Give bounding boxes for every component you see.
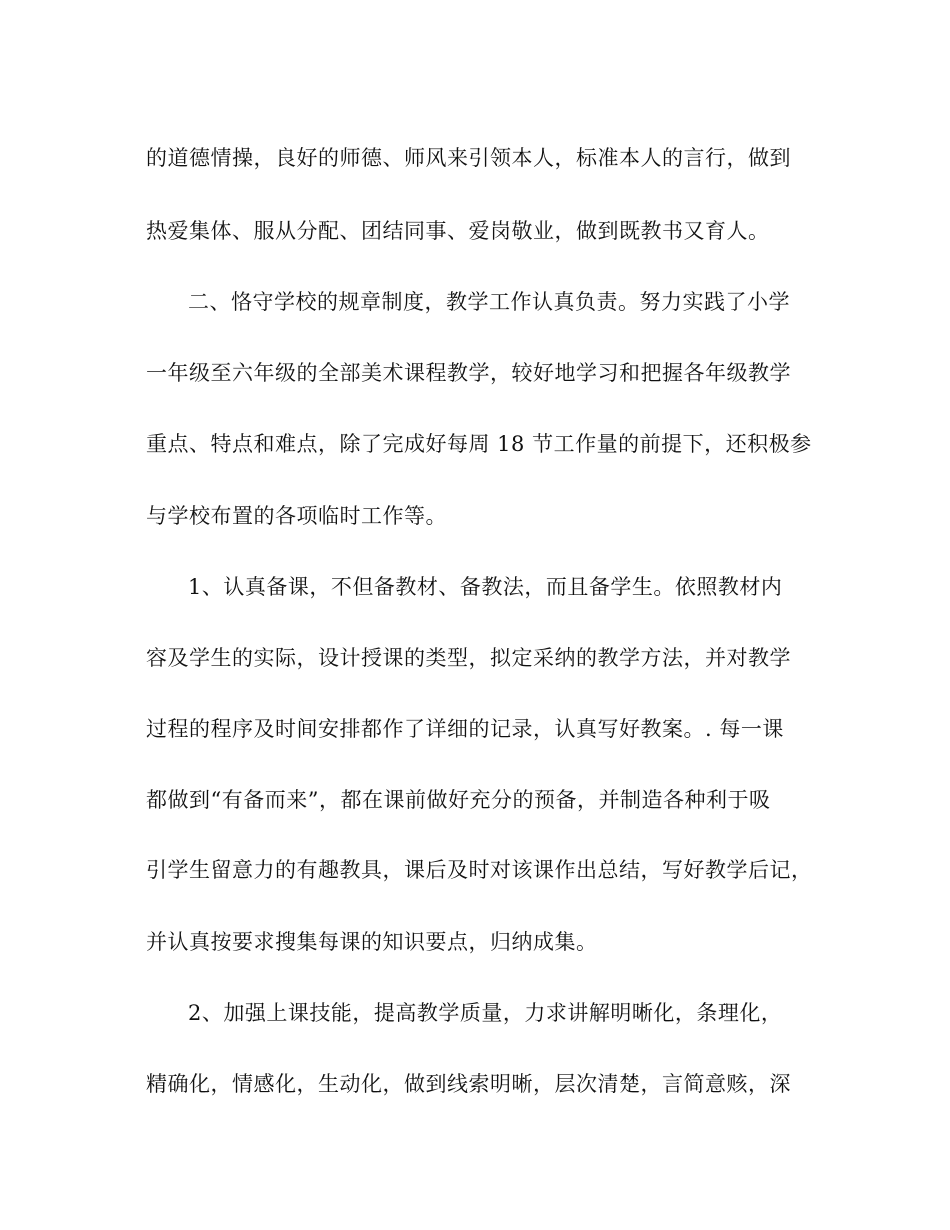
text-line-10: 都做到“有备而来”，都在课前做好充分的预备，并制造各种利于吸 <box>146 788 771 812</box>
text-line-1: 的道德情操，良好的师德、师风来引领本人，标准本人的言行，做到 <box>146 146 791 170</box>
text-line-8: 容及学生的实际，设计授课的类型，拟定采纳的教学方法，并对教学 <box>146 646 791 670</box>
text-line-12: 并认真按要求搜集每课的知识要点，归纳成集。 <box>146 930 598 954</box>
text-line-13: 2、加强上课技能，提高教学质量，力求讲解明晰化，条理化， <box>188 1001 783 1025</box>
text-line-11: 引学生留意力的有趣教具，课后及时对该课作出总结，写好教学后记， <box>146 858 813 882</box>
text-line-14: 精确化，情感化，生动化，做到线索明晰，层次清楚，言简意赅，深 <box>146 1072 791 1096</box>
text-line-6: 与学校布置的各项临时工作等。 <box>146 504 447 528</box>
text-line-7: 1、认真备课，不但备教材、备教法，而且备学生。依照教材内 <box>188 575 783 599</box>
text-line-9: 过程的程序及时间安排都作了详细的记录，认真写好教案。. 每一课 <box>146 717 784 741</box>
text-line-3: 二、恪守学校的规章制度，教学工作认真负责。努力实践了小学 <box>188 290 790 314</box>
text-line-4: 一年级至六年级的全部美术课程教学，较好地学习和把握各年级教学 <box>146 361 791 385</box>
text-line-2: 热爱集体、服从分配、团结同事、爱岗敬业，做到既教书又育人。 <box>146 219 770 243</box>
text-line-5: 重点、特点和难点，除了完成好每周 18 节工作量的前提下，还积极参 <box>146 432 812 456</box>
